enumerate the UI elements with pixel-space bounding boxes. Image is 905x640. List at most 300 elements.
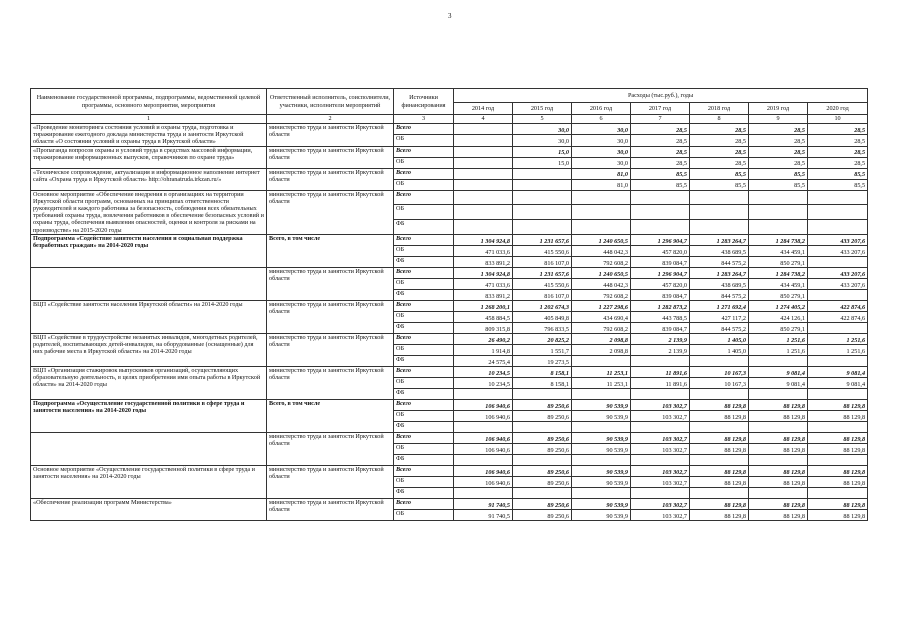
- expense-value: 10 167,3: [690, 377, 749, 388]
- header-year: 2017 год: [631, 103, 690, 115]
- expense-value: 1 251,6: [808, 333, 868, 344]
- funding-source: Всего: [394, 124, 454, 135]
- program-name: «Проведение мониторинга состояния условий и охраны труда, подготовка и тиражирование ежегодного доклада министерства труда и занятости Иркутской области «О состоянии условий и охраны труда в Иркутской области»: [31, 124, 267, 147]
- expense-value: 30,0: [572, 146, 631, 157]
- expense-value: 90 539,9: [572, 443, 631, 454]
- column-number: 5: [513, 115, 572, 124]
- expense-value: 1 268 200,1: [454, 300, 513, 311]
- expense-value: 833 891,2: [454, 289, 513, 300]
- expense-value: [454, 135, 513, 146]
- expense-value: 11 891,6: [631, 377, 690, 388]
- expense-value: 103 302,7: [631, 432, 690, 443]
- expense-value: [808, 322, 868, 333]
- expense-value: [513, 454, 572, 465]
- expense-value: 90 539,9: [572, 465, 631, 476]
- expense-value: 839 084,7: [631, 322, 690, 333]
- funding-source: ОБ: [394, 135, 454, 146]
- funding-source: ОБ: [394, 443, 454, 454]
- expense-value: [572, 454, 631, 465]
- expense-value: [749, 421, 808, 432]
- header-year: 2015 год: [513, 103, 572, 115]
- expense-value: 88 129,8: [808, 410, 868, 421]
- expense-value: 103 302,7: [631, 443, 690, 454]
- expense-value: 91 740,5: [454, 509, 513, 520]
- expense-value: 28,5: [631, 135, 690, 146]
- expense-value: 88 129,8: [749, 465, 808, 476]
- expense-value: 88 129,8: [808, 476, 868, 487]
- funding-source: Всего: [394, 399, 454, 410]
- expense-value: 90 539,9: [572, 432, 631, 443]
- expense-value: [808, 220, 868, 235]
- expense-value: [454, 220, 513, 235]
- expense-value: 85,5: [690, 179, 749, 190]
- expense-value: 30,0: [513, 135, 572, 146]
- expense-value: 15,0: [513, 157, 572, 168]
- expense-value: 88 129,8: [808, 443, 868, 454]
- column-number: 8: [690, 115, 749, 124]
- expense-value: 1 251,6: [749, 344, 808, 355]
- expense-value: 28,5: [690, 157, 749, 168]
- expense-value: [454, 157, 513, 168]
- expense-value: 88 129,8: [690, 432, 749, 443]
- expense-value: [454, 421, 513, 432]
- expense-value: 9 081,4: [808, 377, 868, 388]
- column-number: 9: [749, 115, 808, 124]
- executor: Всего, в том числе: [267, 234, 394, 267]
- expense-value: 9 081,4: [749, 377, 808, 388]
- expense-value: 88 129,8: [749, 476, 808, 487]
- expense-value: [808, 205, 868, 220]
- funding-source: ОБ: [394, 205, 454, 220]
- expense-value: 844 575,2: [690, 256, 749, 267]
- expense-value: 90 539,9: [572, 410, 631, 421]
- expense-value: 427 117,2: [690, 311, 749, 322]
- funding-source: ОБ: [394, 311, 454, 322]
- table-row: [31, 333, 868, 344]
- expense-value: 106 940,6: [454, 399, 513, 410]
- expense-value: [749, 205, 808, 220]
- expense-value: 28,5: [690, 124, 749, 135]
- expense-value: [690, 220, 749, 235]
- expense-value: 434 690,4: [572, 311, 631, 322]
- program-name: Подпрограмма «Осуществление государственной политики в сфере труда и занятости населения» на 2014-2020 годы: [31, 399, 267, 432]
- table-row: [31, 168, 868, 179]
- table-row: [31, 234, 868, 245]
- expense-value: 85,5: [808, 179, 868, 190]
- funding-source: ОБ: [394, 278, 454, 289]
- expense-value: 103 302,7: [631, 410, 690, 421]
- expense-value: 88 129,8: [808, 465, 868, 476]
- expense-value: 433 207,6: [808, 245, 868, 256]
- column-number: 7: [631, 115, 690, 124]
- executor: министерство труда и занятости Иркутской области: [267, 300, 394, 333]
- funding-source: ФБ: [394, 487, 454, 498]
- expense-value: 9 081,4: [808, 366, 868, 377]
- funding-source: ОБ: [394, 344, 454, 355]
- expense-value: [749, 487, 808, 498]
- table-row: [31, 432, 868, 443]
- program-name: ВЦП «Содействие в трудоустройстве незанятых инвалидов, многодетных родителей, родителей, воспитывающих детей-инвалидов, на оборудованные (оснащенные) для них рабочие места в Иркутской области» на 2014-2020 годы: [31, 333, 267, 366]
- expense-value: 2 139,9: [631, 344, 690, 355]
- expense-value: 28,5: [808, 124, 868, 135]
- expense-value: 88 129,8: [808, 509, 868, 520]
- expense-value: 20 825,2: [513, 333, 572, 344]
- header-name: Наименование государственной программы, подпрограммы, ведомственной целевой программы, основного мероприятия, мероприятия: [31, 89, 267, 115]
- expense-value: [572, 190, 631, 205]
- expense-value: 8 158,1: [513, 377, 572, 388]
- column-number: 6: [572, 115, 631, 124]
- expense-value: [513, 421, 572, 432]
- expense-value: [454, 454, 513, 465]
- expense-value: 28,5: [631, 146, 690, 157]
- expense-value: 28,5: [749, 146, 808, 157]
- expense-value: 438 689,5: [690, 245, 749, 256]
- expense-value: 433 207,6: [808, 278, 868, 289]
- header-executor: Ответственный исполнитель, соисполнители, участники, исполнители мероприятий: [267, 89, 394, 115]
- expense-value: 1 202 674,3: [513, 300, 572, 311]
- expense-value: 28,5: [631, 124, 690, 135]
- funding-source: ОБ: [394, 410, 454, 421]
- expense-value: 81,0: [572, 168, 631, 179]
- expense-value: 2 139,9: [631, 333, 690, 344]
- executor: министерство труда и занятости Иркутской области: [267, 168, 394, 190]
- expense-value: 28,5: [749, 135, 808, 146]
- expense-value: [454, 146, 513, 157]
- expense-value: 833 891,2: [454, 256, 513, 267]
- expense-value: 85,5: [749, 168, 808, 179]
- expense-value: 103 302,7: [631, 498, 690, 509]
- expense-value: [808, 289, 868, 300]
- expense-value: [454, 205, 513, 220]
- expense-value: 89 250,6: [513, 476, 572, 487]
- program-name: [31, 267, 267, 300]
- header-expenses: Расходы (тыс.руб.), годы: [454, 89, 868, 103]
- expense-value: 443 788,5: [631, 311, 690, 322]
- expense-value: 81,0: [572, 179, 631, 190]
- expense-value: 30,0: [572, 157, 631, 168]
- funding-source: ФБ: [394, 289, 454, 300]
- funding-source: ОБ: [394, 509, 454, 520]
- executor: министерство труда и занятости Иркутской области: [267, 333, 394, 366]
- funding-source: ОБ: [394, 179, 454, 190]
- table-row: [31, 498, 868, 509]
- expense-value: 85,5: [690, 168, 749, 179]
- expense-value: 30,0: [572, 124, 631, 135]
- expense-value: [808, 355, 868, 366]
- table-row: [31, 366, 868, 377]
- expense-value: 1 251,6: [808, 344, 868, 355]
- expense-value: [572, 487, 631, 498]
- funding-source: Всего: [394, 267, 454, 278]
- expense-value: 1 231 657,6: [513, 234, 572, 245]
- expense-value: 88 129,8: [808, 498, 868, 509]
- expense-value: 1 284 738,2: [749, 234, 808, 245]
- expense-value: 405 849,8: [513, 311, 572, 322]
- table-row: [31, 267, 868, 278]
- table-row: [31, 124, 868, 135]
- expense-value: [572, 388, 631, 399]
- expense-value: 1 914,8: [454, 344, 513, 355]
- column-number: 10: [808, 115, 868, 124]
- table-row: [31, 146, 868, 157]
- program-name: ВЦП «Организация стажировок выпускников организаций, осуществляющих образовательную деятельность, в целях приобретения ими опыта работы в Иркутской области» на 2014-2020 годы: [31, 366, 267, 399]
- expense-value: [454, 487, 513, 498]
- header-year: 2014 год: [454, 103, 513, 115]
- table-body: [31, 124, 868, 521]
- expense-value: 10 167,3: [690, 366, 749, 377]
- executor: министерство труда и занятости Иркутской области: [267, 498, 394, 520]
- expense-value: [808, 487, 868, 498]
- funding-source: ОБ: [394, 476, 454, 487]
- expense-value: 103 302,7: [631, 476, 690, 487]
- expense-value: 839 084,7: [631, 256, 690, 267]
- expense-value: 850 279,1: [749, 322, 808, 333]
- expense-value: 796 833,5: [513, 322, 572, 333]
- expense-value: 1 296 904,7: [631, 267, 690, 278]
- expense-value: [631, 355, 690, 366]
- expense-value: 1 240 650,5: [572, 267, 631, 278]
- header-sources: Источники финансирования: [394, 89, 454, 115]
- expense-value: 85,5: [631, 179, 690, 190]
- column-number: 2: [267, 115, 394, 124]
- expense-value: 88 129,8: [690, 443, 749, 454]
- executor: министерство труда и занятости Иркутской области: [267, 146, 394, 168]
- expense-value: 89 250,6: [513, 443, 572, 454]
- expense-value: 106 940,6: [454, 443, 513, 454]
- expense-value: 103 302,7: [631, 465, 690, 476]
- program-name: «Пропаганда вопросов охраны и условий труда в средствах массовой информации, тиражирование информационных выпусков, справочников по охране труда»: [31, 146, 267, 168]
- expense-value: [513, 190, 572, 205]
- expense-value: 448 042,3: [572, 245, 631, 256]
- funding-source: ОБ: [394, 377, 454, 388]
- expense-value: 816 107,0: [513, 289, 572, 300]
- expense-value: 1 284 738,2: [749, 267, 808, 278]
- expense-value: 88 129,8: [690, 465, 749, 476]
- funding-source: ФБ: [394, 256, 454, 267]
- expense-value: [454, 179, 513, 190]
- expense-value: [749, 388, 808, 399]
- expense-value: 85,5: [749, 179, 808, 190]
- expense-value: 433 207,6: [808, 234, 868, 245]
- expense-value: 415 550,6: [513, 245, 572, 256]
- expense-value: 89 250,6: [513, 498, 572, 509]
- expense-value: 11 891,6: [631, 366, 690, 377]
- expense-value: 88 129,8: [749, 399, 808, 410]
- expense-value: 850 279,1: [749, 289, 808, 300]
- expense-value: [631, 190, 690, 205]
- expense-value: 103 302,7: [631, 509, 690, 520]
- header-year: 2018 год: [690, 103, 749, 115]
- executor: министерство труда и занятости Иркутской области: [267, 124, 394, 147]
- funding-source: ФБ: [394, 421, 454, 432]
- expense-value: [749, 355, 808, 366]
- expense-value: [631, 220, 690, 235]
- expense-value: 88 129,8: [749, 509, 808, 520]
- expense-value: 434 459,1: [749, 278, 808, 289]
- funding-source: Всего: [394, 432, 454, 443]
- expense-value: 88 129,8: [690, 498, 749, 509]
- funding-source: ФБ: [394, 322, 454, 333]
- expense-value: 15,0: [513, 146, 572, 157]
- expense-value: 1 296 904,7: [631, 234, 690, 245]
- expense-value: 106 940,6: [454, 432, 513, 443]
- expense-value: 792 608,2: [572, 289, 631, 300]
- funding-source: ОБ: [394, 245, 454, 256]
- expense-value: 471 033,6: [454, 278, 513, 289]
- expense-value: 1 283 264,7: [690, 234, 749, 245]
- expense-value: 88 129,8: [749, 432, 808, 443]
- funding-source: ОБ: [394, 157, 454, 168]
- expense-value: 1 282 873,2: [631, 300, 690, 311]
- expense-value: 433 207,6: [808, 267, 868, 278]
- expense-value: [572, 355, 631, 366]
- expense-value: 809 315,8: [454, 322, 513, 333]
- expense-value: 422 874,6: [808, 311, 868, 322]
- expense-value: 30,0: [513, 124, 572, 135]
- expense-value: [513, 205, 572, 220]
- column-number: 1: [31, 115, 267, 124]
- funding-source: Всего: [394, 366, 454, 377]
- expense-value: 1 240 650,5: [572, 234, 631, 245]
- expense-value: 792 608,2: [572, 256, 631, 267]
- expense-value: [749, 454, 808, 465]
- expense-value: 844 575,2: [690, 322, 749, 333]
- expense-value: 1 231 657,6: [513, 267, 572, 278]
- expense-value: 88 129,8: [690, 399, 749, 410]
- header-year: 2020 год: [808, 103, 868, 115]
- expense-value: 88 129,8: [690, 476, 749, 487]
- expense-value: 1 405,0: [690, 344, 749, 355]
- expense-value: 89 250,6: [513, 399, 572, 410]
- expense-value: 448 042,3: [572, 278, 631, 289]
- table-row: [31, 465, 868, 476]
- expense-value: 28,5: [690, 135, 749, 146]
- expense-value: 88 129,8: [749, 410, 808, 421]
- expense-value: 88 129,8: [808, 432, 868, 443]
- expense-value: 2 098,8: [572, 344, 631, 355]
- executor: Всего, в том числе: [267, 399, 394, 432]
- expense-value: [572, 220, 631, 235]
- expense-value: 28,5: [631, 157, 690, 168]
- expense-value: 106 940,6: [454, 476, 513, 487]
- expense-value: [572, 421, 631, 432]
- expense-value: 30,0: [572, 135, 631, 146]
- expense-value: 457 820,0: [631, 245, 690, 256]
- executor: министерство труда и занятости Иркутской области: [267, 465, 394, 498]
- expense-value: 88 129,8: [690, 509, 749, 520]
- executor: министерство труда и занятости Иркутской области: [267, 190, 394, 234]
- expense-value: [808, 421, 868, 432]
- expense-value: 26 490,2: [454, 333, 513, 344]
- expense-value: [513, 220, 572, 235]
- expense-value: 457 820,0: [631, 278, 690, 289]
- funding-source: ФБ: [394, 454, 454, 465]
- expense-value: [690, 355, 749, 366]
- expense-value: 9 081,4: [749, 366, 808, 377]
- expense-value: 422 874,6: [808, 300, 868, 311]
- expense-value: [808, 454, 868, 465]
- expense-value: 792 608,2: [572, 322, 631, 333]
- program-name: Основное мероприятие «Обеспечение внедрения в организациях на территории Иркутской области программ, основанных на принципах ответственности руководителей и каждого работника за безопасность, соблюдения всех обязательных требований охраны труда, вовлечения работников в обеспечение безопасных условий и охраны труда, обеспечения выявления опасностей, оценки и контроля за рисками на производстве» на 2015-2020 годы: [31, 190, 267, 234]
- expense-value: 471 033,6: [454, 245, 513, 256]
- expense-value: 850 279,1: [749, 256, 808, 267]
- page-number: 3: [448, 12, 452, 20]
- header-year: 2019 год: [749, 103, 808, 115]
- funding-source: ФБ: [394, 355, 454, 366]
- expense-value: [454, 168, 513, 179]
- expense-value: [454, 190, 513, 205]
- expense-value: 88 129,8: [690, 410, 749, 421]
- expense-value: [690, 190, 749, 205]
- expense-value: [631, 205, 690, 220]
- expense-value: [808, 256, 868, 267]
- expense-value: [631, 421, 690, 432]
- expense-value: [572, 205, 631, 220]
- funding-source: ФБ: [394, 220, 454, 235]
- expenses-table: [30, 88, 868, 521]
- expense-value: 24 575,4: [454, 355, 513, 366]
- expense-value: 89 250,6: [513, 509, 572, 520]
- funding-source: Всего: [394, 465, 454, 476]
- funding-source: Всего: [394, 498, 454, 509]
- expense-value: 28,5: [808, 146, 868, 157]
- expense-value: [690, 454, 749, 465]
- expense-value: 2 098,8: [572, 333, 631, 344]
- expense-value: [690, 205, 749, 220]
- expense-value: 90 539,9: [572, 509, 631, 520]
- column-number: 3: [394, 115, 454, 124]
- program-name: «Обеспечение реализации программ Министерства»: [31, 498, 267, 520]
- funding-source: Всего: [394, 146, 454, 157]
- expense-value: [631, 454, 690, 465]
- expense-value: 28,5: [808, 135, 868, 146]
- expense-value: 1 274 405,2: [749, 300, 808, 311]
- expense-value: 1 551,7: [513, 344, 572, 355]
- funding-source: Всего: [394, 190, 454, 205]
- expense-value: 106 940,6: [454, 410, 513, 421]
- program-name: Подпрограмма «Содействие занятости населения и социальная поддержка безработных граждан» на 2014-2020 годы: [31, 234, 267, 267]
- expense-value: [454, 124, 513, 135]
- expense-value: 88 129,8: [808, 399, 868, 410]
- expense-value: [749, 190, 808, 205]
- expense-value: 85,5: [631, 168, 690, 179]
- expense-value: 11 253,1: [572, 377, 631, 388]
- expense-value: 1 304 924,8: [454, 267, 513, 278]
- expense-value: [808, 190, 868, 205]
- expense-value: [690, 487, 749, 498]
- expense-value: 844 575,2: [690, 289, 749, 300]
- expense-value: 89 250,6: [513, 465, 572, 476]
- expense-value: [749, 220, 808, 235]
- expense-value: 28,5: [808, 157, 868, 168]
- table-row: [31, 399, 868, 410]
- executor: министерство труда и занятости Иркутской области: [267, 267, 394, 300]
- expense-value: [513, 179, 572, 190]
- expense-value: 438 689,5: [690, 278, 749, 289]
- expense-value: 85,5: [808, 168, 868, 179]
- expense-value: 89 250,6: [513, 410, 572, 421]
- expense-value: 91 740,5: [454, 498, 513, 509]
- funding-source: Всего: [394, 333, 454, 344]
- funding-source: Всего: [394, 300, 454, 311]
- expense-value: 816 107,0: [513, 256, 572, 267]
- expense-value: [513, 168, 572, 179]
- table-row: [31, 190, 868, 205]
- program-name: ВЦП «Содействие занятости населения Иркутской области» на 2014-2020 годы: [31, 300, 267, 333]
- expense-value: 19 273,5: [513, 355, 572, 366]
- expense-value: [513, 487, 572, 498]
- column-number: 4: [454, 115, 513, 124]
